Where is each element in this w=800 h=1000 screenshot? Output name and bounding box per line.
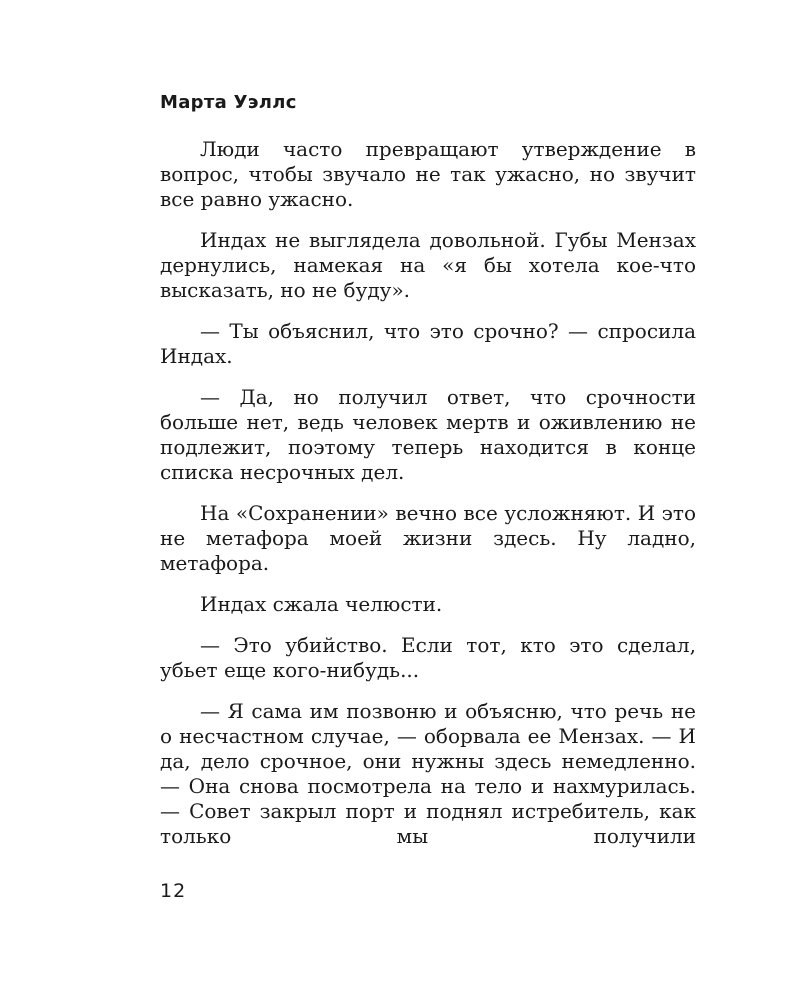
paragraph: Индах сжала челюсти. <box>200 592 443 616</box>
paragraph: — Это убийство. Если тот, кто это сделал, убьет еще кого-нибудь... <box>160 633 696 682</box>
running-head-author: Марта Уэллс <box>160 92 297 113</box>
paragraph: Люди часто превращают утверждение в вопрос, чтобы звучало не так ужасно, но звучит все равно ужасно. <box>160 137 696 211</box>
paragraph: На «Сохранении» вечно все усложняют. И это не метафора моей жизни здесь. Ну ладно, метафора. <box>160 501 696 575</box>
paragraph: — Да, но получил ответ, что срочности больше нет, ведь человек мертв и оживлению не подлежит, поэтому теперь находится в конце списка несрочных дел. <box>160 385 696 484</box>
body-text <box>160 137 696 865</box>
paragraph: — Я сама им позвоню и объясню, что речь не о несчастном случае, — оборвала ее Мензах. — И да, дело срочное, они нужны здесь немедленно. — Она снова посмотрела на тело и нахмурилась. — Совет закрыл порт и поднял истребитель, как только мы получили <box>160 699 696 848</box>
paragraph: — Ты объяснил, что это срочно? — спросила Индах. <box>160 319 696 368</box>
page-number: 12 <box>160 880 187 902</box>
paragraph: Индах не выглядела довольной. Губы Мензах дернулись, намекая на «я бы хотела кое-что высказать, но не буду». <box>160 228 696 302</box>
